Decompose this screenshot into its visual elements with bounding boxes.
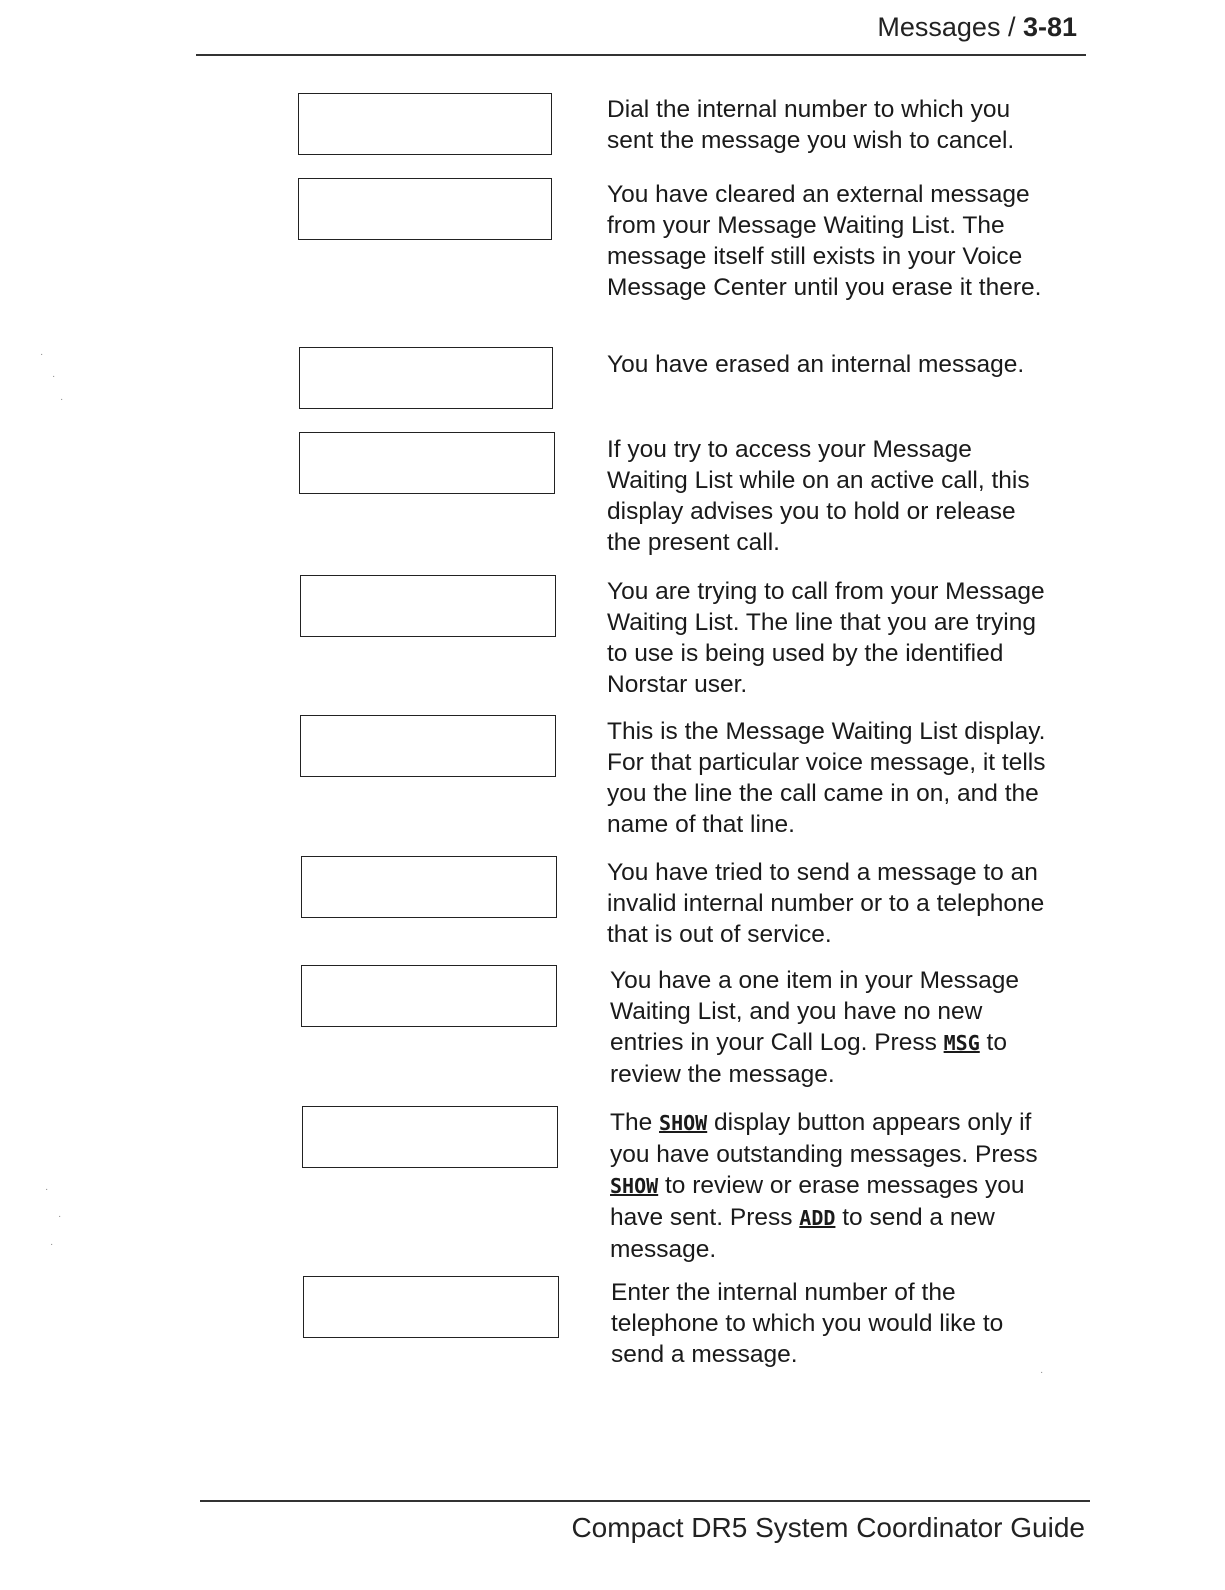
entry-description: You are trying to call from your Message Waiting List. The line that you are trying to use is being used by the identified Norstar user.: [607, 578, 1045, 698]
scan-speck: ·: [50, 1239, 54, 1250]
entry-description: You have erased an internal message.: [607, 351, 1025, 378]
header-page-number: 3-81: [1022, 12, 1077, 42]
lcd-display-message-list: [302, 1106, 558, 1168]
lcd-display-erased: [299, 347, 553, 409]
lcd-display-hold-or-release: [299, 432, 555, 494]
entry-description: You have a one item in your Message Waiting List, and you have no new entries in your Call Log. Press MSG to review the message.: [610, 967, 1020, 1088]
lcd-display-in-use: [300, 575, 556, 637]
entry-description: Dial the internal number to which you sent the message you wish to cancel.: [607, 96, 1015, 154]
add-button-label: ADD: [799, 1206, 836, 1230]
scan-speck: ·: [58, 1211, 62, 1222]
top-rule: [196, 54, 1086, 56]
scan-speck: ·: [1040, 1367, 1044, 1378]
entry-description: The SHOW display button appears only if you have outstanding messages. Press SHOW to review or erase messages you have sent. Press ADD to send a new message.: [610, 1109, 1038, 1263]
header-section: Messages /: [877, 12, 1023, 42]
scan-speck: ·: [40, 349, 44, 360]
msg-button-label: MSG: [943, 1031, 980, 1055]
lcd-display-message-waiting-list: [300, 715, 556, 777]
scan-speck: ·: [52, 371, 56, 382]
entry-description: Enter the internal number of the telephone to which you would like to send a message.: [611, 1279, 1004, 1368]
lcd-display-message-denied: [301, 856, 557, 918]
entry-description: This is the Message Waiting List display. For that particular voice message, it tells you the line the call came in on, and the name of that line.: [607, 718, 1046, 838]
show-button-label: SHOW: [659, 1111, 708, 1135]
scan-speck: ·: [45, 1184, 49, 1195]
lcd-display-cancel-for: [298, 93, 552, 155]
entry-description: If you try to access your Message Waiting List while on an active call, this display advises you to hold or release the present call.: [607, 436, 1030, 556]
bottom-rule: [200, 1500, 1090, 1502]
page-footer: Compact DR5 System Coordinator Guide: [571, 1512, 1085, 1543]
show-button-label: SHOW: [610, 1174, 659, 1198]
page-header: [877, 12, 1077, 43]
scan-speck: ·: [60, 394, 64, 405]
entry-description: You have cleared an external message from your Message Waiting List. The message itself still exists in your Voice Message Center until you erase it there.: [607, 181, 1042, 301]
entry-description: You have tried to send a message to an invalid internal number or to a telephone that is out of service.: [607, 859, 1045, 948]
lcd-display-cleared: [298, 178, 552, 240]
lcd-display-message-to: [303, 1276, 559, 1338]
lcd-display-message-for-you: [301, 965, 557, 1027]
